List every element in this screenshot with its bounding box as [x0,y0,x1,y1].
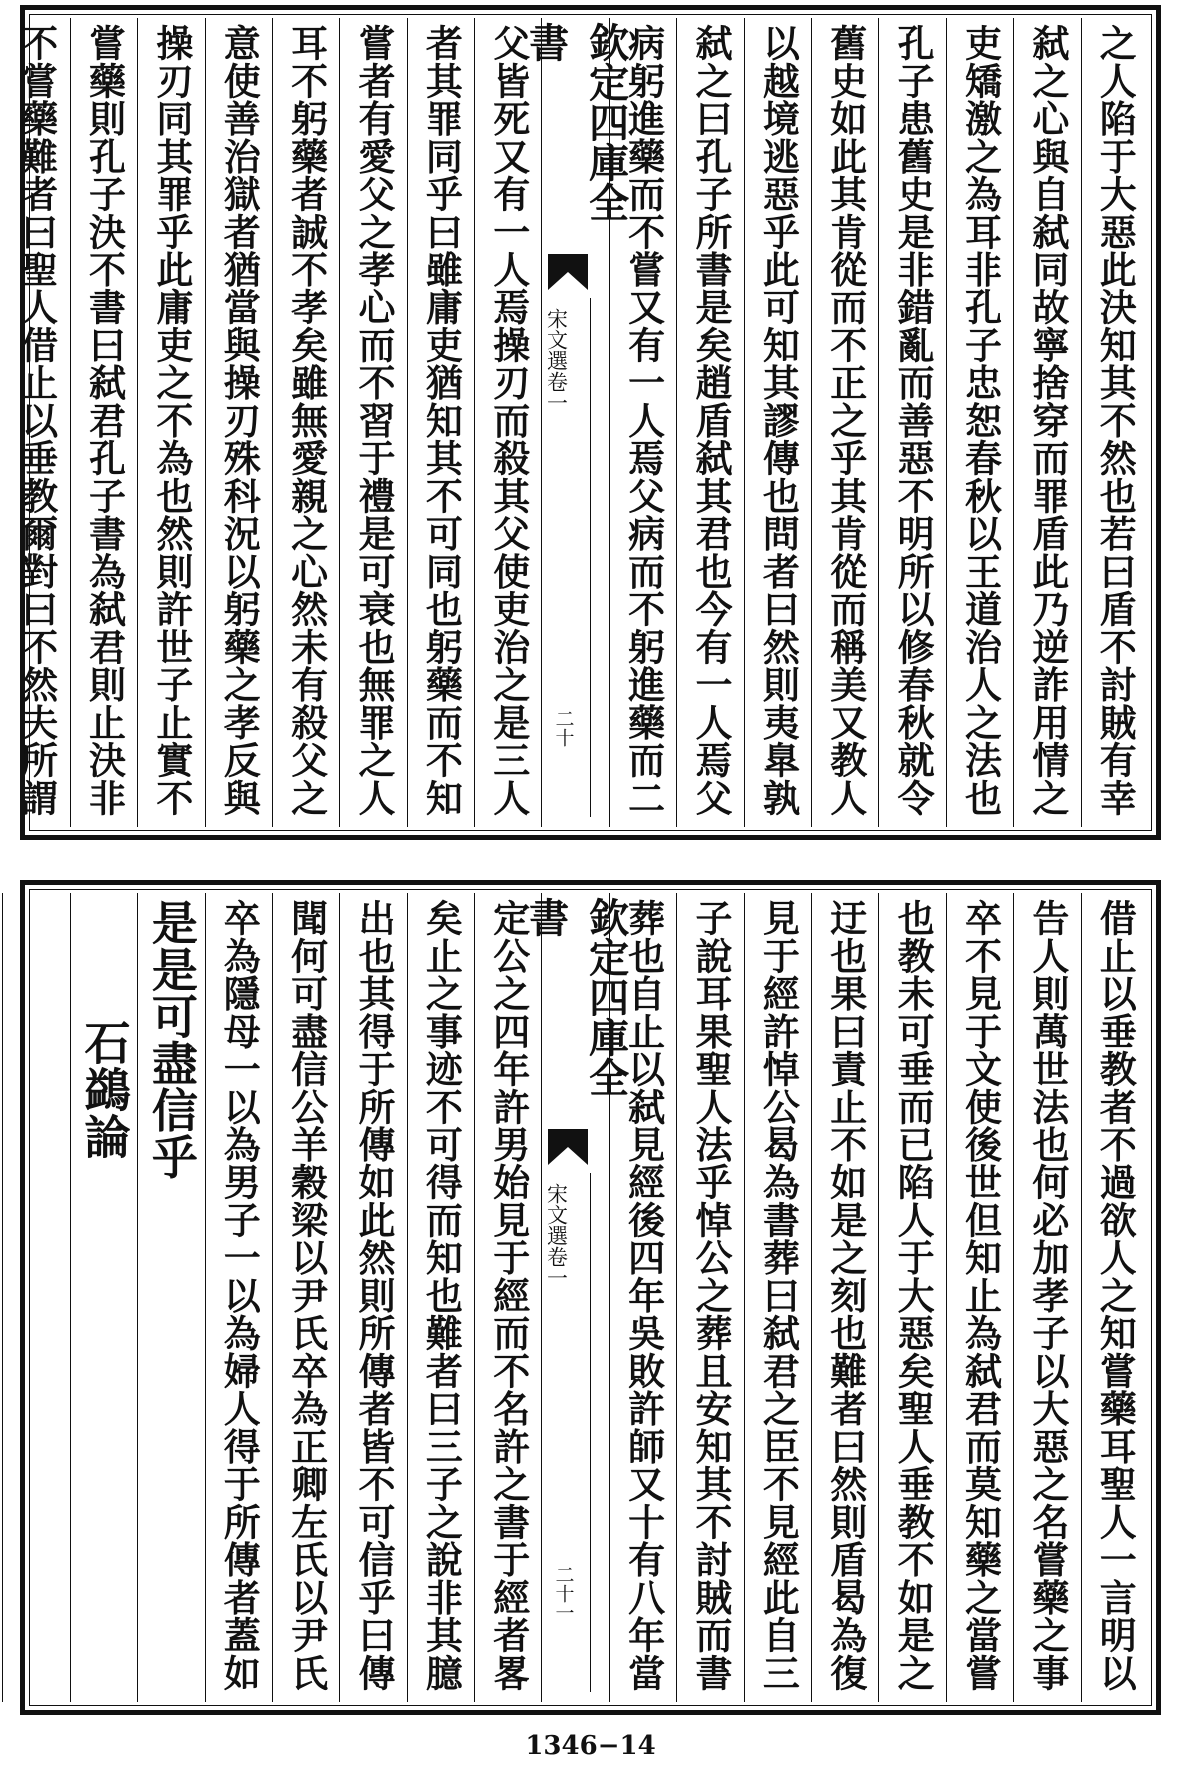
column-text: 卒為隱母一以為男子一以為婦人得于所傳者蓋如 [217,899,262,1692]
page-footer-number: 1346−14 [525,1731,656,1761]
text-column [339,18,406,827]
text-column [272,893,339,1702]
column-text: 也教未可垂而已陷人于大惡矣聖人垂教不如是之 [891,899,936,1692]
column-text: 吏矯激之為耳非孔子忠恕春秋以王道治人之法也 [958,24,1003,817]
text-column [744,893,811,1702]
text-column [474,893,541,1702]
column-text: 之人陷于大惡此決知其不然也若曰盾不討賊有幸 [1093,24,1138,817]
book-title: 宋文選 [544,308,569,371]
text-column [744,18,811,827]
text-column [205,893,272,1702]
text-column [811,893,878,1702]
text-column [70,893,137,1702]
text-column [407,893,474,1702]
text-column [878,893,945,1702]
column-text: 不嘗藥難者曰聖人借止以垂教爾對曰不然夫所謂 [14,24,59,817]
center-fold [522,893,630,1702]
page-top [14,5,1161,840]
fishtail-mark-icon [548,254,588,290]
text-column [946,18,1013,827]
text-column [946,893,1013,1702]
text-column [0,893,2,1702]
text-column [1013,18,1080,827]
collection-title: 欽定四庫全書 [522,22,630,222]
column-text: 子說耳果聖人法乎悼公之葬且安知其不討賊而書 [688,899,733,1692]
column-text: 聞何可盡信公羊穀梁以尹氏卒為正卿左氏以尹氏 [284,899,329,1692]
column-text: 病躬進藥而不嘗又有一人焉父病而不躬進藥而二 [621,24,666,817]
text-column [1081,893,1148,1702]
column-text: 耳不躬藥者誠不孝矣雖無愛親之心然未有殺父之 [284,24,329,817]
text-column [137,893,204,1702]
column-text: 定公之四年許男始見于經而不名許之書于經者畧 [486,899,531,1692]
column-text: 矣止之事迹不可得而知也難者曰三子之說非其臆 [419,899,464,1692]
column-text: 卒不見于文使後世但知止為弑君而莫知藥之當嘗 [958,899,1003,1692]
column-text: 孔子患舊史是非錯亂而善惡不明所以修春秋就令 [891,24,936,817]
text-column [811,18,878,827]
column-text: 嘗者有愛父之孝心而不習于禮是可衰也無罪之人 [352,24,396,817]
column-text: 以越境逃惡乎此可知其謬傳也問者曰然則夷臯孰 [756,24,801,817]
text-column [676,18,743,827]
column-text: 借止以垂教者不過欲人之知嘗藥耳聖人一言明以 [1093,899,1138,1692]
text-columns [14,18,1148,827]
volume-label: 卷一 [544,1246,569,1288]
column-text: 弑之心與自弑同故寧捨穿而罪盾此乃逆詐用情之 [1025,24,1070,817]
text-column [1013,893,1080,1702]
folio-number: 二十 [552,709,575,747]
column-text: 弑之曰孔子所書是矣趙盾弑其君也今有一人焉父 [688,24,733,817]
text-column [2,893,69,1702]
column-text: 是是可盡信乎 [144,899,199,1181]
text-column [137,18,204,827]
text-column [1081,18,1148,827]
column-text: 操刃同其罪乎此庸吏之不為也然則許世子止實不 [149,24,194,817]
text-columns [33,893,1148,1702]
collection-title: 欽定四庫全書 [522,897,630,1097]
text-column [407,18,474,827]
column-text: 父皆死又有一人焉操刃而殺其父使吏治之是三人 [486,24,531,817]
text-column [878,18,945,827]
column-text: 告人則萬世法也何必加孝子以大惡之名嘗藥之事 [1025,899,1070,1692]
center-rule [590,298,591,817]
essay-title: 石鷁論 [77,1019,132,1160]
column-text: 迂也果曰責止不如是之刻也難者曰然則盾曷為復 [823,899,868,1692]
volume-label: 卷一 [544,371,569,413]
book-info [544,1183,568,1288]
column-text: 舊史如此其肯從而不正之乎其肯從而稱美又教人 [823,24,868,817]
text-column [2,18,69,827]
fishtail-mark-icon [548,1129,588,1165]
column-text: 嘗藥則孔子決不書曰弑君孔子書為弑君則止決非 [82,24,127,817]
column-text: 葬也自止以弑見經後四年吳敗許師又十有八年當 [621,899,666,1692]
text-column [272,18,339,827]
text-column [205,18,272,827]
folio-number: 二十一 [552,1565,575,1622]
column-text [0,899,2,1696]
page-bottom [20,880,1161,1715]
column-text: 者其罪同乎曰雖庸吏猶知其不可同也躬藥而不知 [419,24,464,817]
column-text: 意使善治獄者猶當與操刃殊科況以躬藥之孝反與 [217,24,262,817]
book-title: 宋文選 [544,1183,569,1246]
column-text: 出也其得于所傳如此然則所傳者皆不可信乎曰傳 [352,899,396,1692]
book-info [544,308,568,413]
text-column [676,893,743,1702]
center-fold [522,18,630,827]
text-column [70,18,137,827]
column-text [3,899,69,1696]
text-column [474,18,541,827]
column-text: 見于經許悼公曷為書葬曰弑君之臣不見經此自三 [756,899,801,1692]
center-rule [590,1173,591,1692]
text-column [339,893,406,1702]
